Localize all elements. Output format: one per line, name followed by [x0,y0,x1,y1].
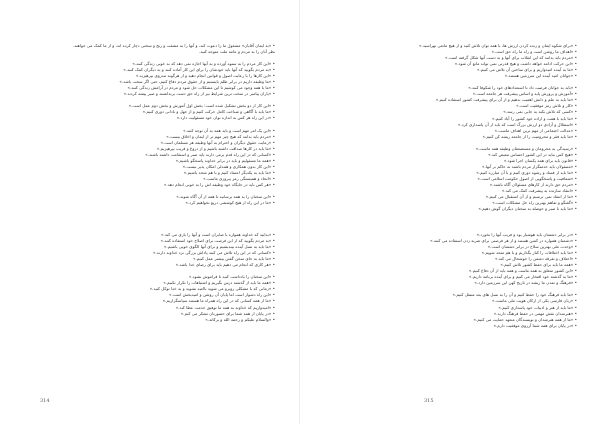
text-line: • «این کارها را با رعایت اصول و قوانین انجام دهید و از هرگونه تندروی بپرهیزید.» [135,73,275,79]
text-line: • «همه ما باید از گذشته درس بگیریم و اشتباهات را تکرار نکنیم.» [163,280,275,286]
text-line: • «ما باید با همت و اراده خود کشور را آباد کنیم.» [491,115,577,121]
text-line: • «استقلال و آزادی دو ارزش بزرگ است که باید از آن پاسداری کرد.» [457,121,577,127]
text-line: • «ما باید از فساد و رشوه دوری کنیم و با آن مبارزه کنیم.» [476,169,577,175]
text-line: • «در برابر دشمنان باید هوشیار بود و فریب آنها را نخورد.» [476,232,577,237]
text-line: • «ما باید با آگاهی و شناخت کامل حرکت کنیم و از جهل و نادانی دوری کنیم.» [142,109,275,115]
text-line: • «مردم باید بدانند که این انقلاب برای آنها و به دست آنها شکل گرفته است.» [445,55,577,61]
page-number-right: 315 [424,398,434,404]
paragraph [33,43,275,55]
text-line: • «مردم باید بدانند که هیچ چیز مهم تر از ایمان و اخلاق نیست.» [166,133,275,139]
text-line: • «رسیدگی به محرومان و مستضعفان وظیفه همه ماست.» [475,145,577,151]
text-line: • «ما باید به نسل آینده بیندیشیم و برای آنها الگوی خوبی باشیم.» [163,244,275,250]
paragraph [33,194,275,206]
text-line: • «اهداف ما روشن است و راه ما راه حق است.» [491,49,577,55]
text-line: • «مسئولان باید خدمتگزار مردم باشند نه حاکم بر آنها.» [482,163,577,169]
text-line: • «ما وظیفه داریم در برابر ظلم بایستیم و از حقوق مردم دفاع کنیم، حتی اگر سخت باشد.» [119,79,275,85]
paragraph [323,43,577,79]
text-line: • «ما باید به علم و دانش اهمیت بدهیم و از آن برای پیشرفت کشور استفاده کنیم.» [435,97,577,103]
text-line: • «این یک امر مهم است و باید همه به آن توجه کنند.» [183,127,275,133]
text-line: • «ما به گذشته خود افتخار می کنیم و برای آینده برنامه داریم.» [469,274,577,280]
text-line: • «همه ما باید برای حفظ کشور تلاش کنیم.» [500,262,577,268]
paragraph [323,292,577,328]
left-page-top-text [33,43,275,212]
text-line: • «ما باید فقر و محرومیت را از جامعه ریشه کن کنیم.» [482,133,577,139]
text-line: • «ما باید به یکدیگر اعتماد کنیم و با هم متحد باشیم.» [183,169,275,175]
text-line: • «ما باید به جای سخن گفتن بیشتر عمل کنیم.» [192,256,275,262]
text-line: • «عدالت اجتماعی از مهم ترین اهداف ماست.» [494,127,577,133]
paragraph [323,85,577,139]
text-line: • «ما در این راه از هیچ کوششی دریغ نخواهیم کرد.» [185,200,275,206]
text-line: • «باید به جوانان فرصت داد تا استعدادهای خود را شکوفا کنند.» [468,85,577,91]
text-line: • «دشمنان همواره در کمین هستند و از هر فرصتی برای ضربه زدن استفاده می کنند.» [430,238,577,244]
text-line: • «کسی که تلاش نکند به جایی نمی رسد.» [503,109,577,115]
text-line: • «در پایان برای همه شما آرزوی موفقیت دارم.» [493,322,577,328]
text-line: • «امیدواریم که خداوند به همه ما توفیق خدمت عطا کند.» [175,304,275,310]
text-line: • «زبان فارسی یکی از ارکان هویت ملی ماست.» [491,298,577,304]
paragraph [33,103,275,121]
text-line: • «ما از همه هنرمندان و نویسندگان متعهد حمایت می کنیم.» [473,316,577,322]
right-page-bottom-text [323,232,577,335]
text-line: • «یاران پیامبر در سخت ترین شرایط نیز از راه حق دست برنداشتند و صبر پیشه کردند.» [123,91,275,97]
text-line: • «این کار بدون همکاری و همدلی امکان پذیر نیست.» [182,163,275,169]
text-line: • «والسلام علیکم و رحمة الله و برکاته.» [205,316,275,322]
text-line: • «زمانی که با مشکلی روبرو می شوید ناامید نشوید و به خدا توکل کنید.» [149,286,275,292]
text-line: • «ما از همه کسانی که در این راه همراه ما هستند سپاسگزاریم.» [162,298,275,304]
text-line: نظر آنان را به مردم و عامه ملت متوجه کنید. [198,49,275,55]
text-line: • «برای شکوه ایمان و زنده کردن ارزش ها، با همه توان تلاش کنید و از هیچ مانعی نهراسید.» [419,43,577,48]
text-line: • «در این راه هر کس به اندازه توان خود مسئولیت دارد.» [176,115,275,121]
paragraph [33,232,275,268]
paragraph [323,146,577,213]
text-line: • «کسانی که در این راه قدم برمی دارند باید صبر و استقامت داشته باشند.» [145,151,275,157]
text-line: • «کسانی که در این راه تلاش می کنند پاداش بزرگی نزد خداوند دارند.» [153,250,275,256]
text-line: • «اتحاد و همبستگی رمز پیروزی ماست.» [203,175,275,181]
text-line: • «این سخنان را یادداشت کنید تا فراموش نشود.» [188,274,275,280]
text-line: • «این کار مردم را به ستوه آورده و به آنها اجازه نمی دهد که به خوبی زندگی کنند.» [132,61,275,67]
right-page-top-text [323,43,577,218]
text-line: • «ما باید فرهنگ خود را حفظ کنیم و آن را به نسل های بعد منتقل کنیم.» [452,292,577,298]
text-line: • «جوانان امید آینده این سرزمین هستند.» [504,73,577,79]
paragraph [33,274,275,322]
paragraph [33,128,275,188]
text-line: • «مردم حق دارند از کارهای مسئولان آگاه باشند.» [489,181,577,187]
text-line: • «انتقاد سازنده به پیشرفت کمک می کند.» [501,188,577,194]
text-line: • «هر کاری که انجام می دهیم باید برای رضای خدا باشد.» [175,262,275,268]
left-page-bottom-text [33,232,275,329]
text-line: • «هنرمندان نقش مهمی در حفظ فرهنگ دارند.» [493,310,577,316]
text-line: • «وحدت ملی بهترین سلاح در برابر دشمنان است.» [487,244,577,250]
text-line: • «هیچ کس نباید در این کشور احساس تبعیض کند.» [488,151,577,157]
text-line: • «ما باید از هنر و ادبیات خود پاسداری کنیم.» [498,304,577,310]
text-line: • «این سخنان را به همه برسانید تا همه از آن آگاه شوند.» [176,193,275,199]
text-line: • «ما باید با صبر و حوصله به سخنان دیگران گوش دهیم.» [478,206,577,212]
text-line: • «گفتگو و تفاهم بهترین راه حل مشکلات است.» [492,200,577,206]
text-line: • «به ایمان آقایان» مشغول ما را دعوت کند، و آنها را به مشقت و رنج و سختی دچار کرده اند، و از ما کمک می خواهند. [72,43,275,48]
text-line: • «این حرکت ادامه خواهد داشت و هیچ قدرتی نمی تواند مانع آن شود.» [454,61,577,67]
page-number-left: 314 [40,398,50,404]
paragraph [323,232,577,286]
right-page [300,0,600,424]
text-line: • «بدانید که خداوند همواره با صابران است و آنها را یاری می کند.» [161,232,275,237]
text-line: • «این کشور متعلق به همه ماست و همه باید از آن دفاع کنیم.» [468,268,577,274]
text-line: • «به مردم بگویید که از این فرصت برای اصلاح خود استفاده کنند.» [160,238,275,244]
text-line: • «ما باید اختلافات را کنار بگذاریم و با هم متحد شویم.» [481,250,577,256]
text-line: • «ما به آینده امیدواریم و برای ساختن آن تلاش می کنیم.» [476,67,577,73]
text-line: • «قانون باید برای همه یکسان اجرا شود.» [503,157,577,163]
text-line: • «آموزش و پرورش پایه و اساس پیشرفت هر جامعه است.» [472,91,577,97]
text-line: • «ما باید در کارها صداقت داشته باشیم و از دروغ و فریب بپرهیزیم.» [156,145,275,151]
text-line: • «این راه دشوار است اما پایان آن روشن و امیدبخش است.» [168,292,275,298]
text-line: • «رعایت حقوق دیگران و احترام به آنها وظیفه هر مسلمان است.» [160,139,275,145]
paragraph [33,61,275,97]
text-line: • «ما از انتقاد نمی ترسیم و از آن استقبال می کنیم.» [485,194,577,200]
text-line: • «شفافیت و پاسخگویی از اصول حکومت اسلامی است.» [477,175,577,181]
text-line: • «اختلاف و تفرقه دشمن را خوشحال می کند.» [494,256,577,262]
text-line: • «فرهنگ و تمدن ما ریشه در تاریخ کهن این سرزمین دارد.» [474,280,577,286]
text-line: • «هر کس باید در جایگاه خود وظیفه اش را به خوبی انجام دهد.» [163,181,275,187]
text-line: • «به مردم بگویید که آنها باید خودشان را برای این کار آماده کنند و به دیگران کمک کنند.» [123,67,275,73]
text-line: • «در پایان از همه شما برای حضورتان تشکر می کنم.» [180,310,275,316]
text-line: • «همه ما مسئولیم و باید در برابر خداوند پاسخگو باشیم.» [175,157,275,163]
text-line: • «کار و تلاش رمز موفقیت است.» [516,103,577,109]
text-line: • «این کار از دو بخش تشکیل شده است: بخش اول آموزش و بخش دوم عمل است.» [128,103,275,109]
text-line: • «ما با همه وجود می کوشیم تا این مشکلات حل شود و مردم در آرامش زندگی کنند.» [127,85,275,91]
